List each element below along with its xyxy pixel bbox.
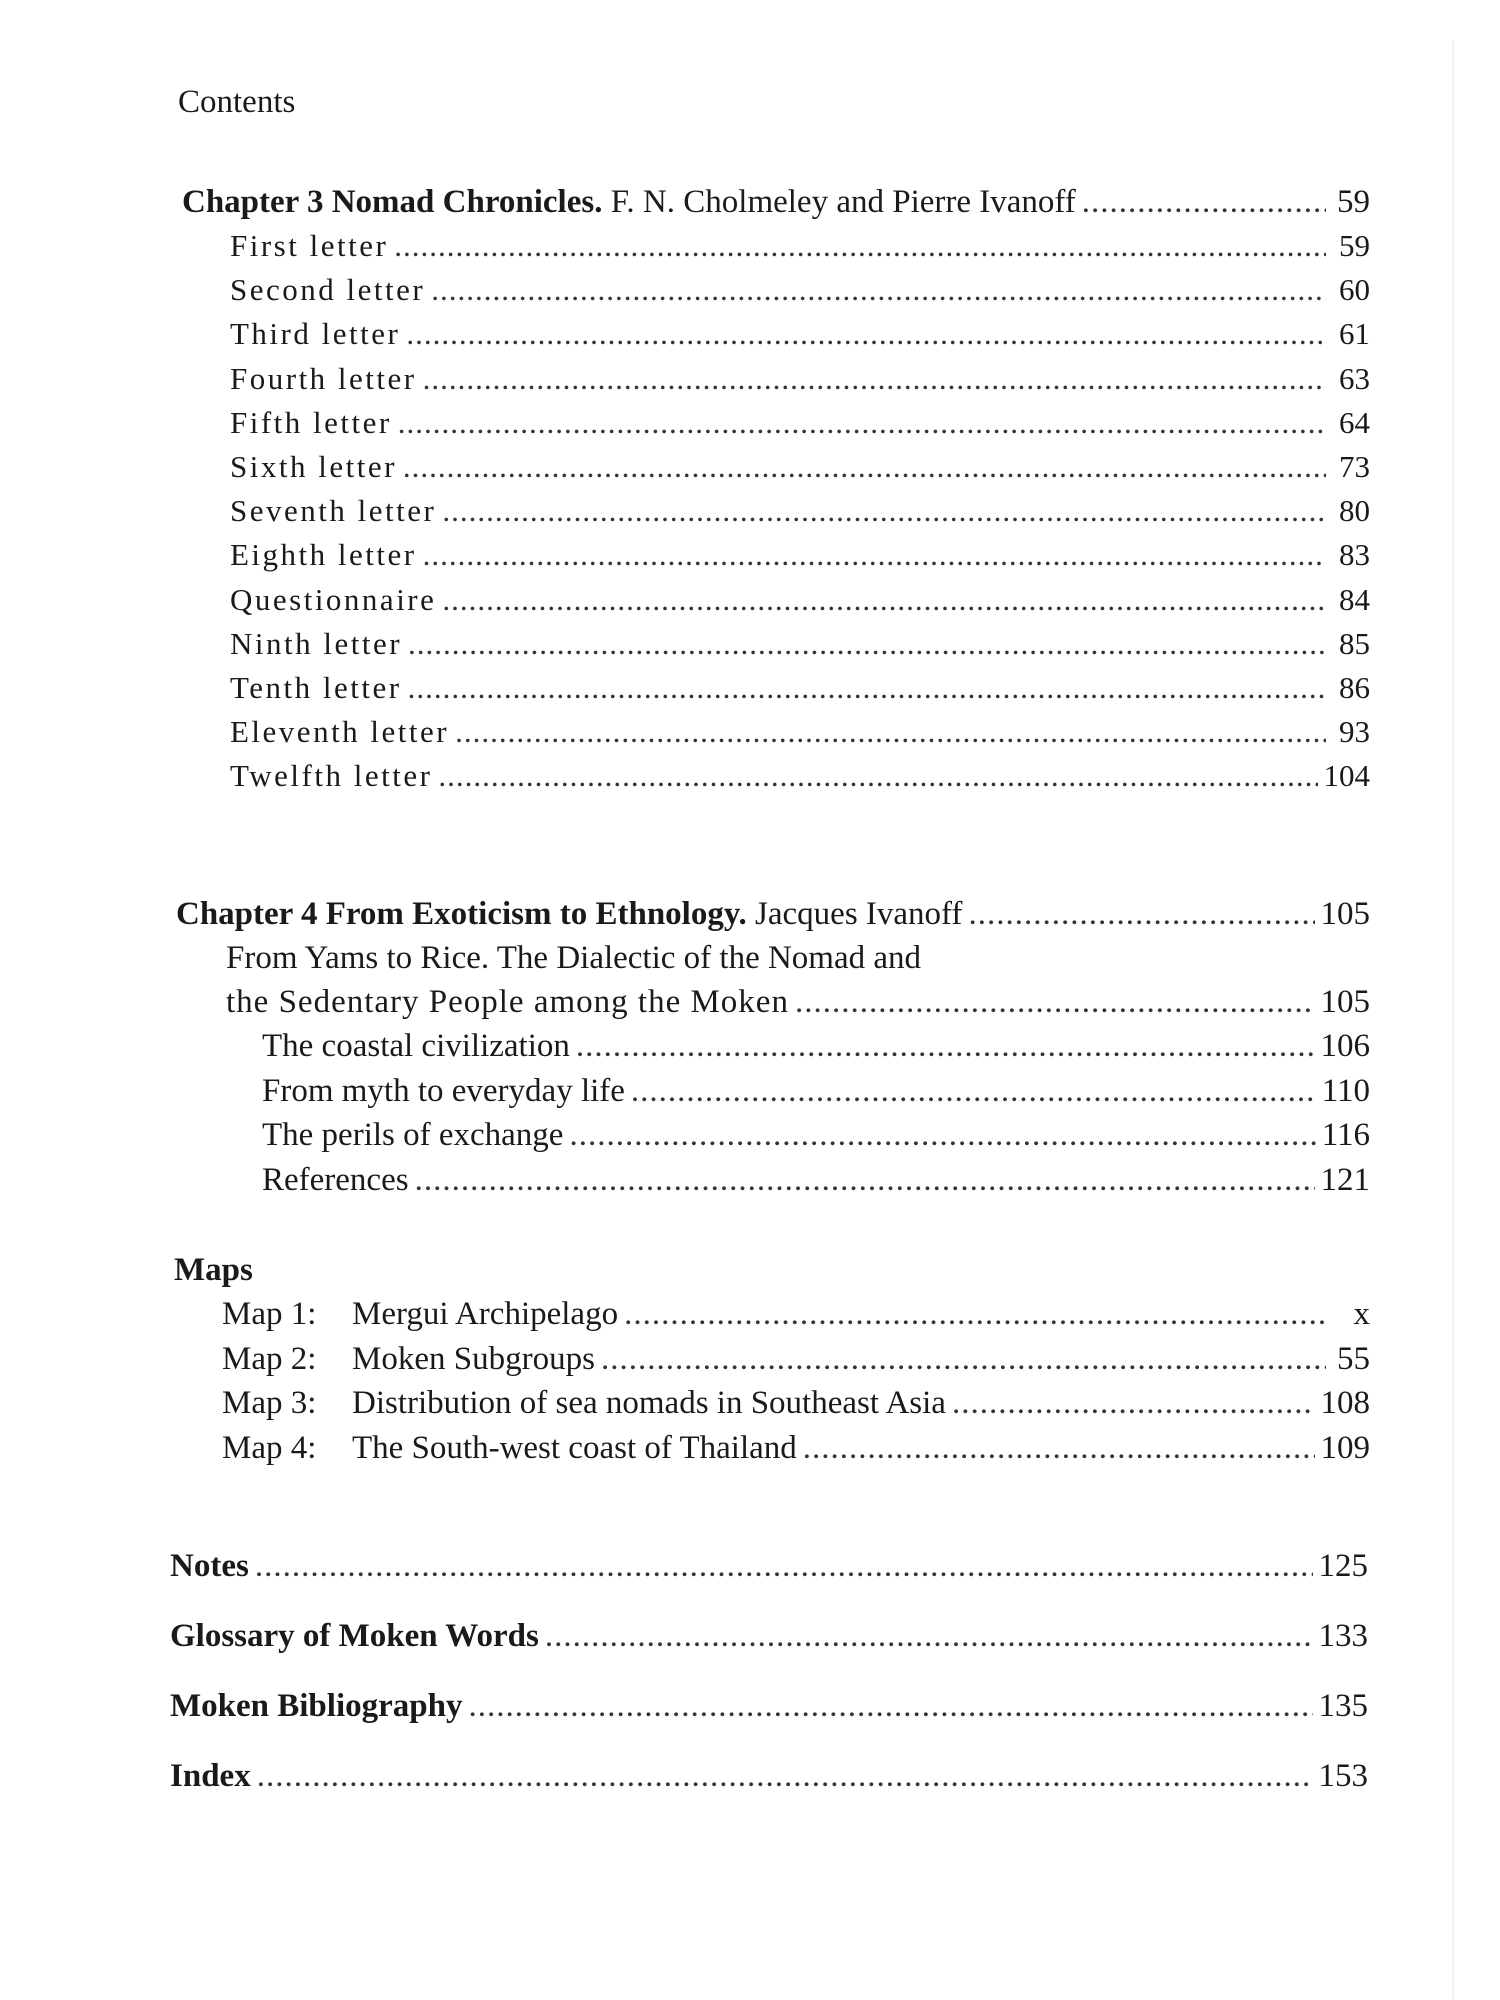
entry-page-number: 83 (1339, 537, 1370, 573)
entry-label: Sixth letter (230, 449, 397, 484)
toc-entry-map[interactable] (222, 1430, 1370, 1467)
entry-page-number: 153 (1318, 1758, 1368, 1794)
leader-dots (408, 626, 1326, 662)
leader-dots (423, 361, 1326, 397)
toc-entry-chapter-3[interactable] (230, 537, 1370, 573)
leader-dots (601, 1341, 1326, 1378)
entry-page-number: 64 (1339, 404, 1370, 440)
entry-label: Second letter (230, 272, 426, 308)
toc-entry-chapter-3[interactable] (230, 228, 1370, 264)
toc-entry-chapter-3[interactable] (230, 582, 1370, 618)
toc-entry-map[interactable] (222, 1341, 1370, 1378)
leader-dots (442, 582, 1326, 618)
chapter-4-page: 105 (1320, 896, 1370, 932)
entry-page-number: 110 (1321, 1072, 1370, 1109)
leader-dots (257, 1758, 1313, 1795)
entry-label: Questionnaire (230, 581, 437, 617)
leader-dots (403, 449, 1326, 485)
chapter-4-section-line-2: the Sedentary People among the Moken (226, 984, 789, 1020)
entry-label: Eighth letter (230, 537, 417, 573)
map-number: Map 3: (222, 1385, 317, 1421)
entry-page-number: x (1353, 1296, 1370, 1332)
leader-dots (545, 1618, 1313, 1655)
entry-label: Seventh letter (230, 493, 437, 529)
toc-entry-chapter-4[interactable] (262, 1028, 1370, 1065)
entry-label: First letter (230, 228, 389, 263)
toc-entry-back-matter[interactable] (170, 1758, 1368, 1795)
entry-label: Fourth letter (230, 360, 417, 396)
entry-label: The perils of exchange (262, 1117, 564, 1153)
leader-dots (631, 1073, 1316, 1110)
toc-entry-chapter-4[interactable] (262, 1073, 1370, 1110)
chapter-4-section-line-1: From Yams to Rice. The Dialectic of the Nomad and (226, 940, 922, 976)
toc-entry-back-matter[interactable] (170, 1688, 1368, 1725)
leader-dots (431, 272, 1326, 308)
entry-label: Mergui Archipelago (352, 1296, 619, 1332)
leader-dots (423, 537, 1326, 573)
map-number: Map 1: (222, 1296, 317, 1332)
toc-entry-chapter-3[interactable] (230, 670, 1370, 706)
toc-chapter-3[interactable] (182, 184, 1370, 221)
toc-entry-map[interactable] (222, 1296, 1370, 1333)
entry-label: References (262, 1161, 409, 1198)
map-entry-text (222, 1385, 946, 1422)
entry-page-number: 135 (1318, 1688, 1368, 1724)
chapter-4-title: Chapter 4 From Exoticism to Ethnology. (176, 896, 747, 932)
leader-dots (952, 1385, 1315, 1422)
maps-heading: Maps (174, 1252, 253, 1288)
page-edge-shadow (1452, 40, 1454, 2000)
leader-dots (398, 405, 1326, 441)
leader-dots (624, 1296, 1326, 1333)
entry-page-number: 85 (1339, 625, 1370, 661)
toc-entry-chapter-4[interactable] (262, 1162, 1370, 1199)
leader-dots (255, 1548, 1313, 1585)
map-entry-text (222, 1430, 797, 1467)
entry-label: Index (170, 1758, 251, 1794)
chapter-3-title: Chapter 3 Nomad Chronicles. (182, 184, 603, 220)
toc-entry-chapter-3[interactable] (230, 405, 1370, 441)
leader-dots (468, 1688, 1312, 1725)
entry-page-number: 93 (1339, 714, 1370, 750)
entry-page-number: 109 (1320, 1429, 1370, 1466)
entry-page-number: 121 (1320, 1161, 1370, 1198)
entry-label: Third letter (230, 316, 401, 352)
entry-label: Glossary of Moken Words (170, 1618, 539, 1654)
toc-chapter-4-section[interactable] (226, 984, 1370, 1021)
leader-dots (415, 1162, 1315, 1199)
entry-page-number: 133 (1318, 1618, 1368, 1654)
entry-label: The coastal civilization (262, 1028, 570, 1064)
leader-dots (455, 714, 1326, 750)
entry-label: Fifth letter (230, 404, 392, 440)
entry-page-number: 63 (1339, 360, 1370, 396)
toc-entry-chapter-3[interactable] (230, 361, 1370, 397)
entry-label: Twelfth letter (230, 758, 433, 794)
entry-page-number: 80 (1339, 493, 1370, 529)
chapter-4-section-page: 105 (1320, 984, 1370, 1020)
toc-entry-chapter-3[interactable] (230, 493, 1370, 529)
entry-page-number: 55 (1337, 1340, 1370, 1377)
entry-label: Tenth letter (230, 670, 402, 705)
map-number: Map 4: (222, 1429, 317, 1466)
toc-entry-chapter-3[interactable] (230, 626, 1370, 662)
toc-chapter-4[interactable] (176, 896, 1370, 933)
leader-dots (968, 896, 1314, 933)
entry-page-number: 86 (1339, 670, 1370, 705)
entry-label: Notes (170, 1548, 249, 1584)
entry-label: Moken Subgroups (352, 1340, 595, 1377)
entry-label: From myth to everyday life (262, 1072, 625, 1109)
leader-dots (576, 1028, 1315, 1065)
entry-page-number: 61 (1339, 316, 1370, 352)
toc-entry-chapter-3[interactable] (230, 449, 1370, 485)
toc-entry-map[interactable] (222, 1385, 1370, 1422)
chapter-4-authors: Jacques Ivanoff (755, 896, 963, 932)
toc-entry-chapter-3[interactable] (230, 714, 1370, 750)
entry-page-number: 108 (1320, 1385, 1370, 1421)
toc-entry-chapter-4[interactable] (262, 1117, 1370, 1154)
map-entry-text (222, 1341, 595, 1378)
entry-page-number: 60 (1339, 272, 1370, 308)
toc-entry-back-matter[interactable] (170, 1548, 1368, 1585)
leader-dots (406, 316, 1326, 352)
entry-label: The South-west coast of Thailand (352, 1429, 797, 1466)
map-entry-text (222, 1296, 618, 1333)
entry-page-number: 116 (1321, 1117, 1370, 1153)
entry-page-number: 106 (1320, 1028, 1370, 1064)
entry-page-number: 104 (1323, 758, 1370, 794)
leader-dots (795, 984, 1315, 1021)
entry-label: Distribution of sea nomads in Southeast Asia (352, 1385, 946, 1421)
toc-entry-back-matter[interactable] (170, 1618, 1368, 1655)
leader-dots (803, 1430, 1315, 1467)
entry-page-number: 59 (1339, 228, 1370, 263)
entry-page-number: 125 (1318, 1548, 1368, 1584)
leader-dots (438, 758, 1317, 794)
chapter-3-page: 59 (1337, 184, 1370, 220)
entry-page-number: 73 (1339, 449, 1370, 484)
entry-label: Ninth letter (230, 625, 403, 661)
entry-page-number: 84 (1339, 581, 1370, 617)
leader-dots (394, 228, 1326, 264)
chapter-3-authors: F. N. Cholmeley and Pierre Ivanoff (610, 184, 1076, 220)
toc-entry-chapter-3[interactable] (230, 316, 1370, 352)
entry-label: Eleventh letter (230, 714, 450, 750)
toc-entry-chapter-3[interactable] (230, 758, 1370, 794)
leader-dots (442, 493, 1326, 529)
leader-dots (1082, 184, 1326, 221)
entry-label: Moken Bibliography (170, 1688, 463, 1724)
map-number: Map 2: (222, 1340, 317, 1377)
leader-dots (408, 670, 1326, 706)
running-head: Contents (178, 84, 296, 120)
leader-dots (569, 1117, 1315, 1154)
toc-entry-chapter-3[interactable] (230, 272, 1370, 308)
